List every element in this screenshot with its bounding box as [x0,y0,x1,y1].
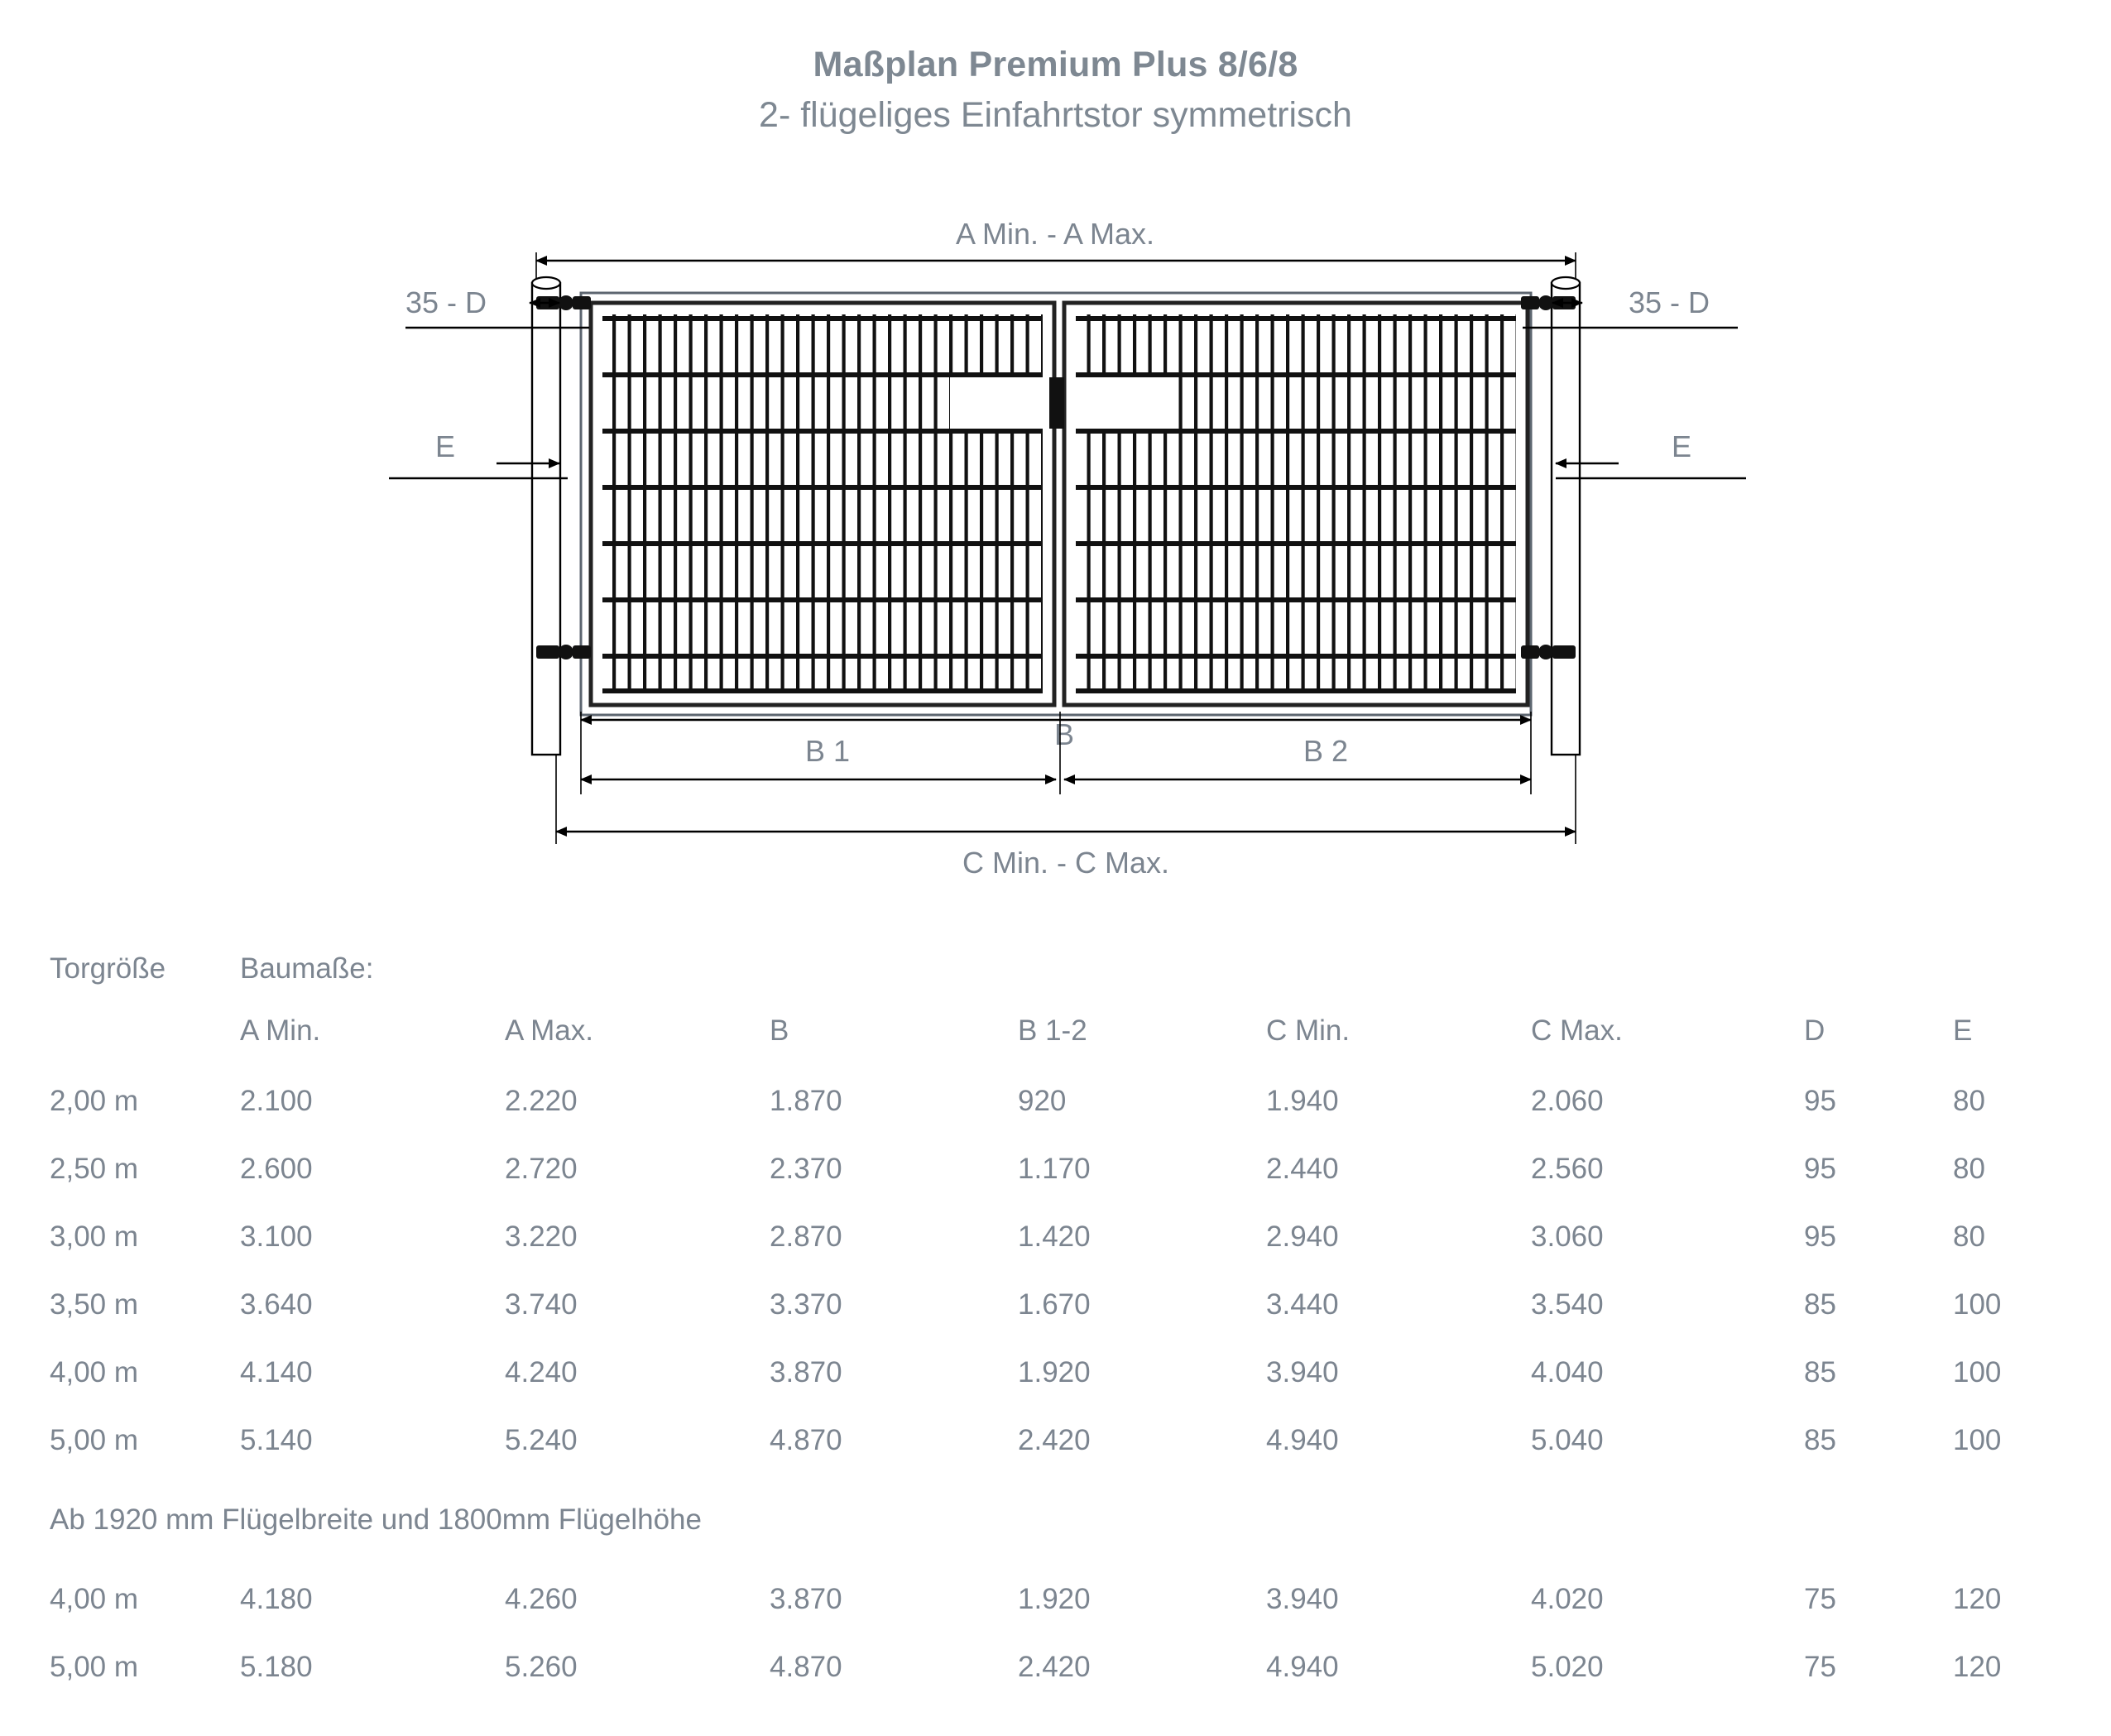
cell-b: 1.870 [770,1085,842,1117]
cell-a-min: 5.180 [240,1651,313,1683]
cell-d: 75 [1804,1651,1836,1683]
cell-b12: 1.920 [1018,1356,1091,1388]
cell-c-min: 3.440 [1266,1288,1339,1321]
row-size: 4,00 m [50,1583,138,1615]
cell-a-min: 2.100 [240,1085,313,1117]
cell-a-max: 3.740 [505,1288,578,1321]
table-header-a-min: A Min. [240,1014,321,1047]
table-row [50,1271,2102,1339]
dimension-label-c: C Min. - C Max. [962,846,1170,880]
cell-c-max: 4.020 [1531,1583,1604,1615]
table-group-label: Baumaße: [240,952,374,985]
cell-a-min: 3.640 [240,1288,313,1321]
spec-table-wrapper [0,943,2111,1701]
cell-b: 3.870 [770,1583,842,1615]
cell-e: 100 [1953,1424,2002,1456]
row-size: 5,00 m [50,1651,138,1683]
row-size: 2,00 m [50,1085,138,1117]
table-row [50,1067,2102,1135]
cell-e: 80 [1953,1153,1985,1185]
cell-e: 80 [1953,1220,1985,1253]
cell-c-max: 3.060 [1531,1220,1604,1253]
table-header-blank [50,995,240,1067]
table-header-e: E [1953,1014,1973,1047]
cell-c-min: 3.940 [1266,1356,1339,1388]
spec-table [50,943,2102,1701]
row-size: 3,50 m [50,1288,138,1321]
cell-d: 95 [1804,1153,1836,1185]
cell-c-min: 1.940 [1266,1085,1339,1117]
cell-a-max: 4.260 [505,1583,578,1615]
cell-b: 2.870 [770,1220,842,1253]
cell-e: 100 [1953,1288,2002,1321]
cell-e: 120 [1953,1583,2002,1615]
cell-a-min: 4.180 [240,1583,313,1615]
cell-c-min: 4.940 [1266,1424,1339,1456]
cell-b12: 1.420 [1018,1220,1091,1253]
cell-a-min: 5.140 [240,1424,313,1456]
cell-b12: 1.670 [1018,1288,1091,1321]
cell-a-min: 2.600 [240,1153,313,1185]
dimension-label-e-left: E [434,429,456,463]
table-note: Ab 1920 mm Flügelbreite und 1800mm Flügelhöhe [50,1503,702,1536]
cell-b: 4.870 [770,1424,842,1456]
table-note-row [50,1475,2102,1566]
cell-d: 95 [1804,1085,1836,1117]
row-size: 5,00 m [50,1424,138,1456]
cell-a-max: 5.260 [505,1651,578,1683]
cell-c-max: 2.060 [1531,1085,1604,1117]
cell-b12: 2.420 [1018,1424,1091,1456]
cell-a-max: 3.220 [505,1220,578,1253]
cell-b: 2.370 [770,1153,842,1185]
cell-a-max: 2.220 [505,1085,578,1117]
cell-e: 80 [1953,1085,1985,1117]
table-corner-label: Torgröße [50,952,166,985]
cell-b: 3.870 [770,1356,842,1388]
cell-b12: 1.920 [1018,1583,1091,1615]
cell-c-max: 5.020 [1531,1651,1604,1683]
cell-c-max: 4.040 [1531,1356,1604,1388]
page-title [0,43,2111,139]
cell-b12: 920 [1018,1085,1067,1117]
cell-e: 120 [1953,1651,2002,1683]
cell-c-max: 5.040 [1531,1424,1604,1456]
table-header-c-min: C Min. [1266,1014,1351,1047]
cell-a-min: 3.100 [240,1220,313,1253]
row-size: 4,00 m [50,1356,138,1388]
cell-d: 85 [1804,1288,1836,1321]
table-row-group-header [50,943,2102,995]
table-row [50,1339,2102,1407]
cell-c-min: 2.440 [1266,1153,1339,1185]
cell-b: 4.870 [770,1651,842,1683]
dimension-label-a: A Min. - A Max. [955,217,1155,251]
cell-c-min: 4.940 [1266,1651,1339,1683]
cell-c-max: 3.540 [1531,1288,1604,1321]
cell-d: 75 [1804,1583,1836,1615]
technical-drawing [0,215,2111,960]
table-header-c-max: C Max. [1531,1014,1623,1047]
cell-a-max: 5.240 [505,1424,578,1456]
table-row [50,1566,2102,1633]
table-row [50,1633,2102,1701]
dimension-label-d-left: 35 - D [405,285,487,319]
cell-a-min: 4.140 [240,1356,313,1388]
cell-b: 3.370 [770,1288,842,1321]
dimension-label-b: B [1053,717,1075,751]
table-header-b: B [770,1014,789,1047]
table-row [50,1203,2102,1271]
cell-d: 85 [1804,1356,1836,1388]
title-secondary: 2- flügeliges Einfahrtstor symmetrisch [759,94,1352,135]
cell-e: 100 [1953,1356,2002,1388]
row-size: 2,50 m [50,1153,138,1185]
cell-a-max: 2.720 [505,1153,578,1185]
cell-d: 85 [1804,1424,1836,1456]
cell-b12: 1.170 [1018,1153,1091,1185]
cell-c-min: 2.940 [1266,1220,1339,1253]
cell-a-max: 4.240 [505,1356,578,1388]
dimension-label-b1: B 1 [804,734,851,768]
table-header-row [50,995,2102,1067]
table-row [50,1135,2102,1203]
cell-b12: 2.420 [1018,1651,1091,1683]
table-header-b12: B 1-2 [1018,1014,1087,1047]
dimension-label-d-right: 35 - D [1629,285,1710,319]
cell-c-min: 3.940 [1266,1583,1339,1615]
table-header-d: D [1804,1014,1826,1047]
title-primary: Maßplan Premium Plus 8/6/8 [813,45,1298,84]
cell-c-max: 2.560 [1531,1153,1604,1185]
table-header-a-max: A Max. [505,1014,593,1047]
dimension-label-b2: B 2 [1303,734,1349,768]
cell-d: 95 [1804,1220,1836,1253]
row-size: 3,00 m [50,1220,138,1253]
table-row [50,1407,2102,1475]
dimension-label-e-right: E [1671,429,1692,463]
